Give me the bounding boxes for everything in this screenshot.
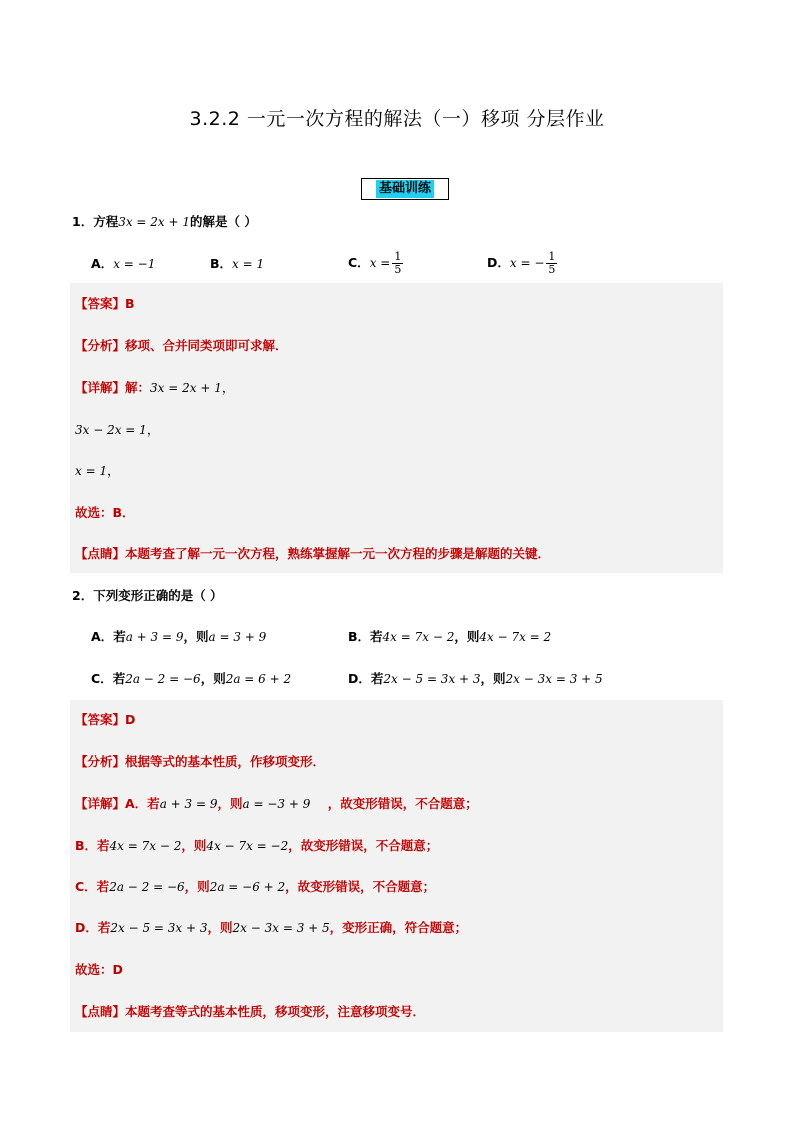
question-1-stem: 1．方程3x = 2x + 1的解是（ ） (72, 214, 257, 229)
q2-option-d: D．若2x − 5 = 3x + 3，则2x − 3x = 3 + 5 (348, 671, 603, 686)
q1-choice: 故选：B． (75, 505, 135, 520)
page-title: 3.2.2 一元一次方程的解法（一）移项 分层作业 (189, 108, 605, 130)
q2-solution-panel (70, 700, 723, 1032)
q2-detail-a: 【详解】A．若a + 3 = 9，则a = −3 + 9 ，故变形错误，不合题意； (75, 796, 478, 811)
q1-solution-panel (70, 283, 723, 573)
q1-step-1: 3x − 2x = 1， (75, 422, 160, 437)
q1-step-2: x = 1， (75, 463, 120, 478)
fraction: $\frac{1}{5}$ (548, 250, 556, 276)
q2-detail-c: C．若2a − 2 = −6，则2a = −6 + 2，故变形错误，不合题意； (75, 879, 436, 894)
section-label-text: 基础训练 (376, 180, 434, 198)
q1-option-d: D．x = − $\frac{1}{5}$ (487, 250, 556, 276)
question-2-stem: 2．下列变形正确的是（ ） (72, 588, 223, 603)
q2-detail-b: B．若4x = 7x − 2，则4x − 7x = −2，故变形错误，不合题意； (75, 838, 439, 853)
q2-answer: 【答案】D (75, 712, 136, 727)
q2-option-c: C．若2a − 2 = −6，则2a = 6 + 2 (91, 671, 292, 686)
q1-option-b: B．x = 1 (210, 256, 265, 271)
q2-option-a: A．若a + 3 = 9，则a = 3 + 9 (91, 629, 267, 644)
q2-detail-d: D．若2x − 5 = 3x + 3，则2x − 3x = 3 + 5，变形正确，符合题意； (75, 920, 468, 935)
section-label (361, 178, 449, 200)
q1-comment: 【点睛】本题考查了解一元一次方程，熟练掌握解一元一次方程的步骤是解题的关键． (75, 546, 551, 561)
q2-choice: 故选：D (75, 962, 123, 977)
q2-comment: 【点睛】本题考查等式的基本性质，移项变形，注意移项变号． (75, 1004, 426, 1019)
q1-option-c: C．x = $\frac{1}{5}$ (348, 250, 402, 276)
q2-option-b: B．若4x = 7x − 2，则4x − 7x = 2 (348, 629, 552, 644)
q1-detail: 【详解】解：3x = 2x + 1， (75, 380, 235, 395)
q1-option-a: A．x = −1 (91, 256, 156, 271)
q1-analysis: 【分析】移项、合并同类项即可求解． (75, 338, 288, 353)
q2-analysis: 【分析】根据等式的基本性质，作移项变形． (75, 754, 326, 769)
q1-answer: 【答案】B (75, 296, 135, 311)
fraction: $\frac{1}{5}$ (394, 250, 402, 276)
